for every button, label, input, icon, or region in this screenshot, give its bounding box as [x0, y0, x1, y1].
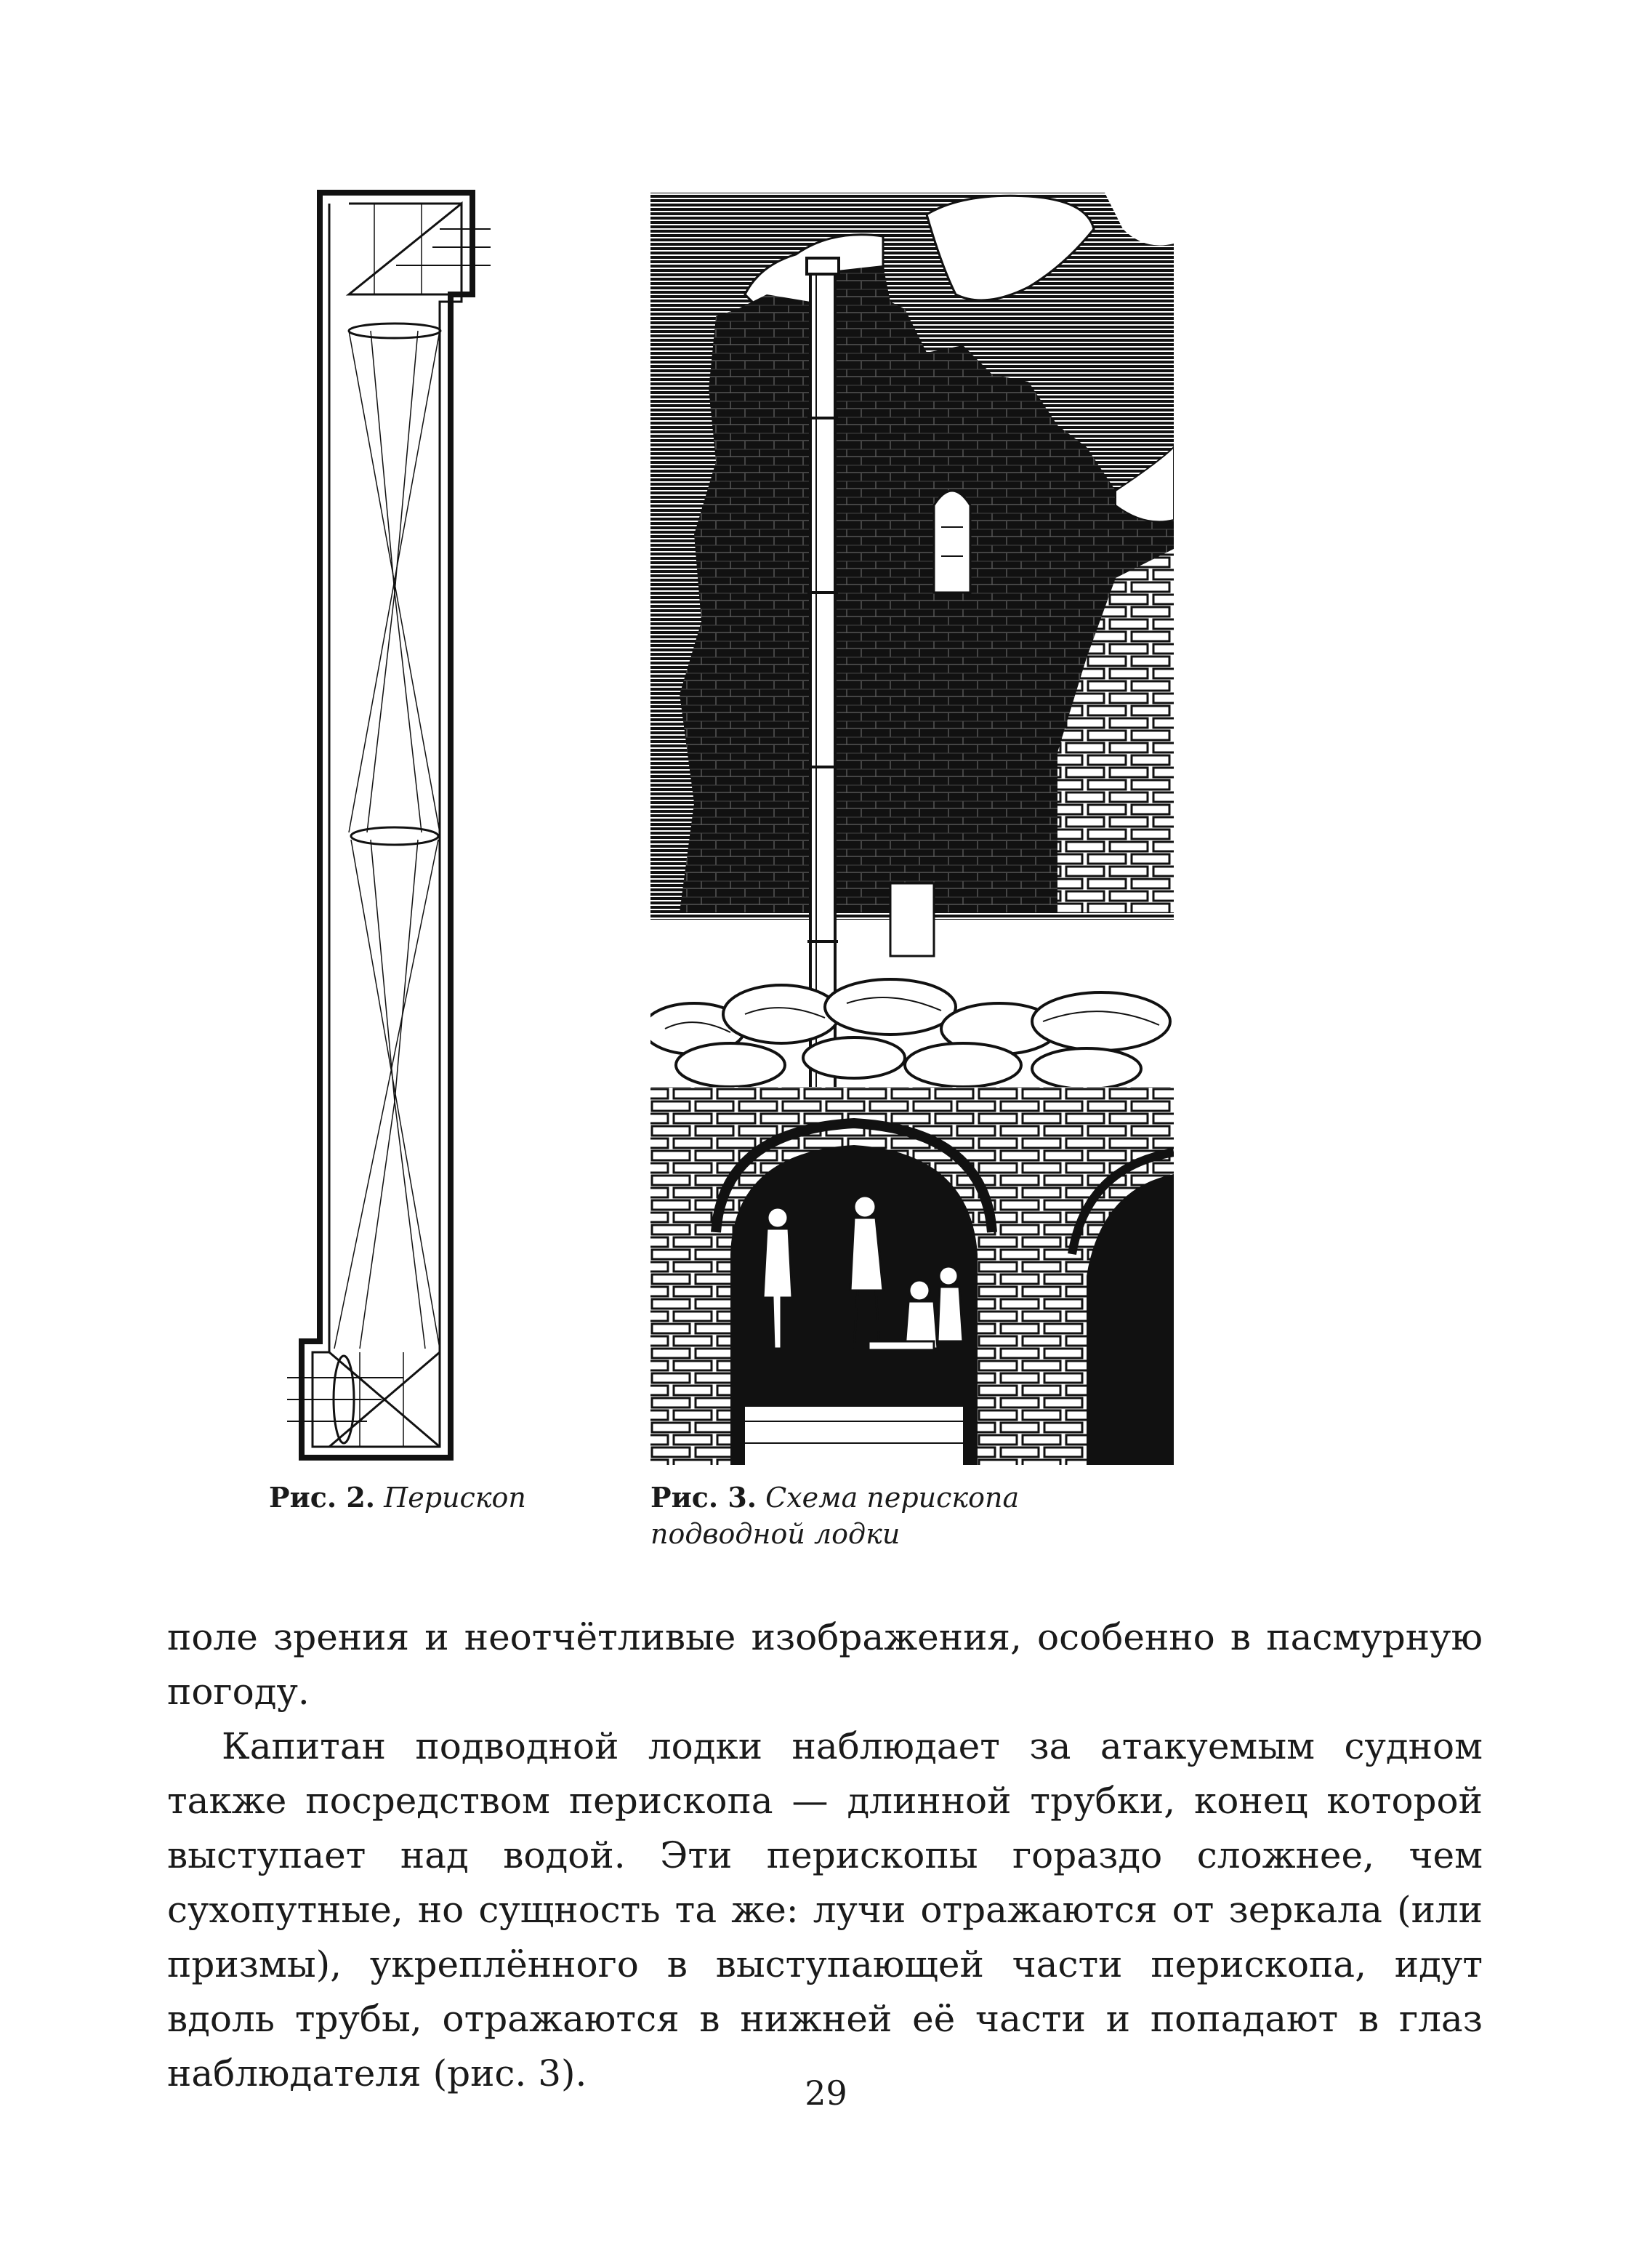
figure-3-caption — [650, 1479, 1174, 1552]
paragraph: Капитан подводной лодки наблюдает за атакуемым судном также посредством перископа — длинной трубки, конец которой выступает над водой. Эти перископы гораздо сложнее, чем сухопутные, но сущность та же: лучи отражаются от зеркала (или призмы), укреплённого в выступающей части перископа, идут вдоль трубы, отражаются в нижней её части и попадают в глаз наблюдателя (рис. 3). — [167, 1725, 1483, 2095]
figure-2-title: Перископ — [384, 1482, 526, 1514]
paragraph: поле зрения и неотчётливые изображения, особенно в пасмурную погоду. — [167, 1616, 1483, 1713]
figure-2-caption — [269, 1479, 574, 1516]
periscope-diagram — [287, 185, 520, 1465]
figure-3-label: Рис. 3. — [650, 1481, 757, 1514]
figure-3-title: Схема перископа подводной лодки — [650, 1482, 1020, 1550]
figure-2-label: Рис. 2. — [269, 1481, 376, 1514]
body-text — [167, 1610, 1483, 2101]
ruined-tower-illustration — [650, 185, 1174, 1465]
page-number: 29 — [805, 2073, 847, 2113]
